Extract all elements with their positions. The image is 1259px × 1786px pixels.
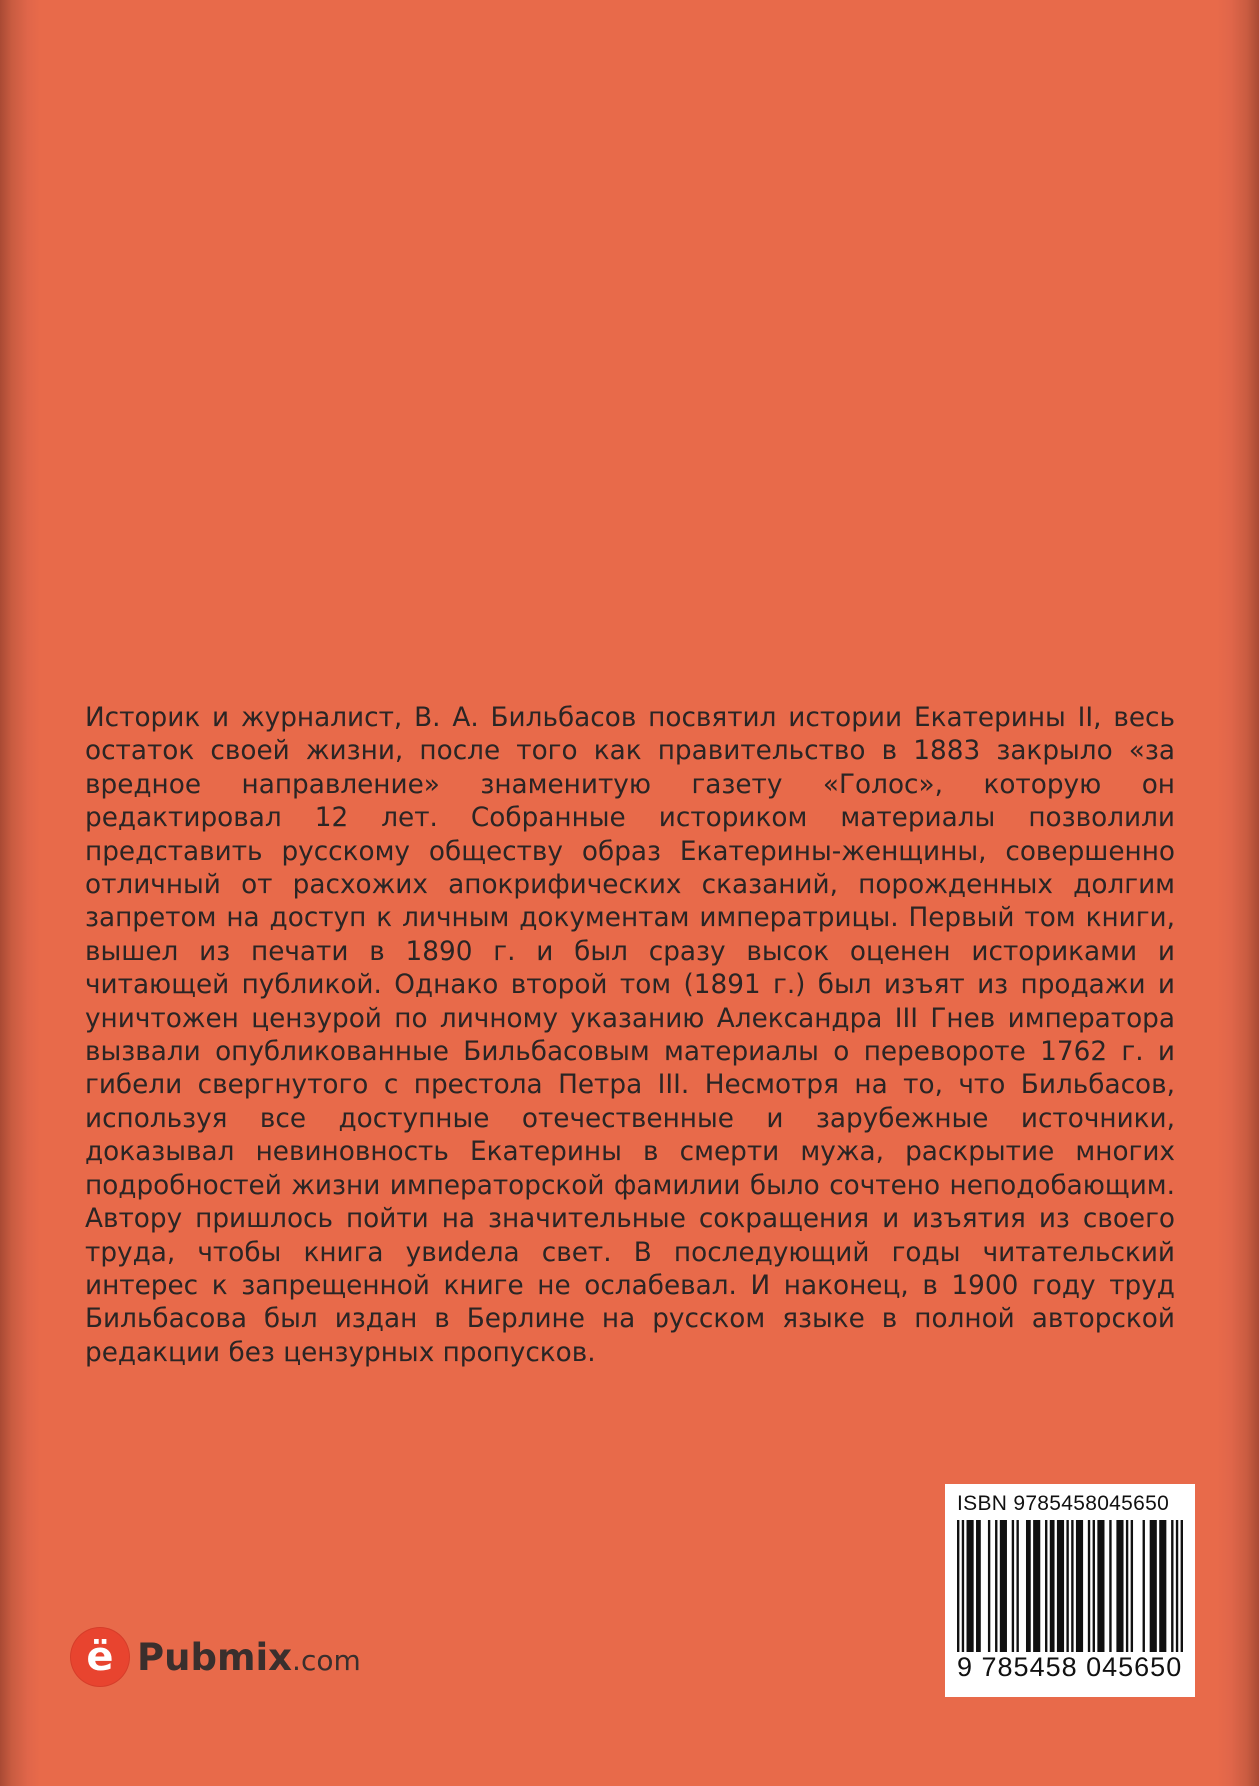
barcode-bar xyxy=(995,1520,997,1652)
barcode-bar xyxy=(1093,1520,1095,1652)
book-description: Историк и журналист, В. А. Бильбасов посвятил истории Екатерины II, весь остаток своей жизни, после того как правительство в 1883 закрыло «за вредное направление» знаменитую газету «Голос», которую он редактировал 12 лет. Собранные историком материалы позволили представить русскому обществу образ Екатерины-женщины, совершенно отличный от расхожих апокрифических сказаний, порожденных долгим запретом на доступ к личным документам императрицы. Первый том книги, вышел из печати в 1890 г. и был сразу высок оценен историками и читающей публикой. Однако второй том (1891 г.) был изъят из продажи и уничтожен цензурой по личному указанию Александра III Гнев императора вызвали опубликованные Бильбасовым материалы о перевороте 1762 г. и гибели свергнутого с престола Петра III. Несмотря на то, что Бильбасов, используя все доступные отечественные и зарубежные источники, доказывал невиновность Екатерины в смерти мужа, раскрытие многих подробностей жизни императорской фамилии было сочтено неподобающим. Автору пришлось пойти на значительные сокращения и изъятия из своего труда, чтобы книга увиdела свет. В последующий годы читательский интерес к запрещенной книге не ослабевал. И наконец, в 1900 году труд Бильбасова был издан в Берлине на русском языке в полной авторской редакции без цензурных пропусков. xyxy=(85,703,1175,1368)
barcode-bar xyxy=(1097,1520,1104,1652)
isbn-barcode-block xyxy=(945,1484,1195,1697)
barcode-bar xyxy=(1088,1520,1090,1652)
barcode-bar xyxy=(1150,1520,1157,1652)
barcode-bar xyxy=(1176,1520,1178,1652)
publisher-badge-icon: ё xyxy=(71,1628,129,1686)
barcode-bar xyxy=(1159,1520,1166,1652)
barcode-bar xyxy=(1116,1520,1123,1652)
barcode-bar xyxy=(1033,1520,1040,1652)
barcode-bar xyxy=(1050,1520,1055,1652)
barcode-bar xyxy=(1016,1520,1018,1652)
barcode-bar xyxy=(1012,1520,1014,1652)
barcode-bar xyxy=(976,1520,981,1652)
barcode-bar xyxy=(1026,1520,1031,1652)
barcode-bar xyxy=(1057,1520,1064,1652)
barcode-bar xyxy=(988,1520,990,1652)
barcode-bar xyxy=(1066,1520,1068,1652)
publisher-logo xyxy=(71,1627,361,1687)
barcode-bar xyxy=(1143,1520,1145,1652)
barcode-bar xyxy=(1071,1520,1073,1652)
barcode-bar xyxy=(962,1520,964,1652)
barcode xyxy=(957,1520,1183,1652)
barcode-bar xyxy=(1076,1520,1083,1652)
publisher-domain: .com xyxy=(292,1643,361,1677)
barcode-bar xyxy=(1131,1520,1133,1652)
barcode-bar xyxy=(1171,1520,1173,1652)
barcode-bar xyxy=(1181,1520,1183,1652)
barcode-bar xyxy=(1126,1520,1128,1652)
barcode-bar xyxy=(957,1520,959,1652)
barcode-digits: 9 785458 045650 xyxy=(957,1652,1183,1682)
barcode-bar xyxy=(1109,1520,1111,1652)
barcode-bar xyxy=(1045,1520,1047,1652)
barcode-bar xyxy=(967,1520,974,1652)
cover-edge-shadow-right xyxy=(1217,0,1259,1786)
publisher-name: Pubmix xyxy=(137,1635,293,1679)
barcode-bar xyxy=(1000,1520,1007,1652)
cover-edge-shadow-left xyxy=(0,0,40,1786)
isbn-label: ISBN 9785458045650 xyxy=(957,1492,1170,1515)
